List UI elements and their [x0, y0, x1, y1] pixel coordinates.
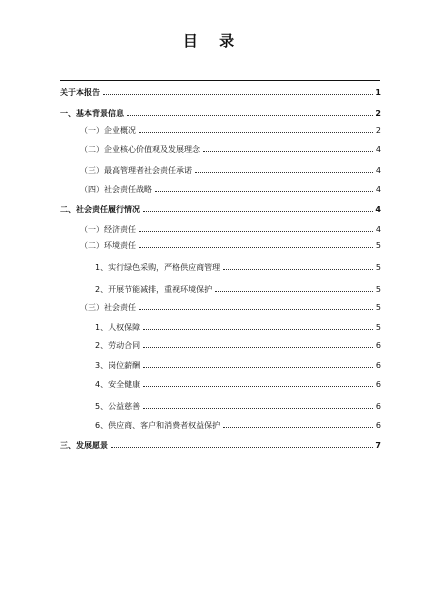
toc-entry-label: 6、供应商、客户和消费者权益保护	[95, 421, 221, 430]
toc-entry[interactable]	[95, 258, 381, 272]
toc-entry-page-number: 4	[375, 166, 381, 175]
toc-dot-leader	[223, 269, 373, 270]
toc-dot-leader	[111, 447, 373, 448]
toc-entry-label: （一）企业概况	[80, 126, 136, 135]
toc-entry-label: 1、实行绿色采购，严格供应商管理	[95, 263, 221, 272]
toc-entry[interactable]	[80, 298, 381, 312]
toc-entry-label: 5、公益慈善	[95, 402, 141, 411]
toc-entry-label: 三、发展愿景	[60, 441, 108, 450]
toc-dot-leader	[223, 427, 373, 428]
toc-dot-leader	[139, 132, 373, 133]
toc-entry-label: （三）最高管理者社会责任承诺	[80, 166, 192, 175]
toc-top-rule	[60, 80, 380, 81]
toc-entry-page-number: 5	[375, 263, 381, 272]
toc-dot-leader	[143, 211, 373, 212]
toc-entry-label: 二、社会责任履行情况	[60, 205, 140, 214]
toc-entry-page-number: 2	[375, 109, 381, 118]
toc-entry[interactable]	[80, 140, 381, 154]
toc-entry-label: 一、基本背景信息	[60, 109, 124, 118]
toc-dot-leader	[139, 247, 373, 248]
toc-entry-label: （四）社会责任战略	[80, 185, 152, 194]
toc-dot-leader	[215, 291, 373, 292]
toc-entry-page-number: 5	[375, 241, 381, 250]
toc-entry-page-number: 6	[375, 402, 381, 411]
toc-dot-leader	[195, 172, 373, 173]
toc-entry[interactable]	[95, 416, 381, 430]
toc-dot-leader	[143, 329, 373, 330]
toc-entry[interactable]	[60, 200, 381, 214]
toc-entry[interactable]	[95, 280, 381, 294]
toc-entry-label: 关于本报告	[60, 88, 100, 97]
toc-entry[interactable]	[60, 83, 381, 97]
toc-entry[interactable]	[95, 356, 381, 370]
toc-entry-page-number: 6	[375, 361, 381, 370]
toc-entry[interactable]	[80, 180, 381, 194]
toc-entry-label: 1、人权保障	[95, 323, 141, 332]
toc-entry-label: 2、劳动合同	[95, 341, 141, 350]
toc-entry[interactable]	[80, 161, 381, 175]
toc-entry-page-number: 6	[375, 380, 381, 389]
toc-entry-label: （三）社会责任	[80, 303, 136, 312]
toc-entry-label: （一）经济责任	[80, 225, 136, 234]
toc-entry[interactable]	[60, 104, 381, 118]
toc-entry-label: 3、岗位薪酬	[95, 361, 141, 370]
toc-entry[interactable]	[95, 318, 381, 332]
toc-entry-label: 4、安全健康	[95, 380, 141, 389]
toc-entry[interactable]	[80, 220, 381, 234]
toc-entry-label: （二）企业核心价值观及发展理念	[80, 145, 200, 154]
toc-dot-leader	[103, 94, 373, 95]
toc-dot-leader	[155, 191, 373, 192]
toc-dot-leader	[203, 151, 373, 152]
toc-dot-leader	[143, 347, 373, 348]
toc-dot-leader	[127, 115, 373, 116]
toc-dot-leader	[143, 386, 373, 387]
toc-entry[interactable]	[80, 236, 381, 250]
toc-entry[interactable]	[95, 397, 381, 411]
toc-dot-leader	[139, 309, 373, 310]
toc-entry[interactable]	[95, 336, 381, 350]
toc-entry-page-number: 4	[375, 145, 381, 154]
toc-dot-leader	[143, 408, 373, 409]
toc-entry-page-number: 4	[375, 225, 381, 234]
toc-entry-page-number: 5	[375, 303, 381, 312]
toc-entry-page-number: 6	[375, 341, 381, 350]
toc-entry-page-number: 5	[375, 285, 381, 294]
toc-entry-page-number: 1	[375, 88, 381, 97]
toc-entry-page-number: 5	[375, 323, 381, 332]
toc-entry-page-number: 7	[375, 441, 381, 450]
toc-entry-page-number: 2	[375, 126, 381, 135]
toc-entry[interactable]	[95, 375, 381, 389]
toc-entry-page-number: 4	[375, 185, 381, 194]
page-title: 目 录	[182, 32, 243, 50]
toc-entry-page-number: 4	[375, 205, 381, 214]
toc-entry-label: （二）环境责任	[80, 241, 136, 250]
toc-dot-leader	[139, 231, 373, 232]
toc-dot-leader	[143, 367, 373, 368]
toc-entry[interactable]	[80, 121, 381, 135]
toc-entry-label: 2、开展节能减排，重视环境保护	[95, 285, 213, 294]
toc-entry[interactable]	[60, 436, 381, 450]
toc-entry-page-number: 6	[375, 421, 381, 430]
